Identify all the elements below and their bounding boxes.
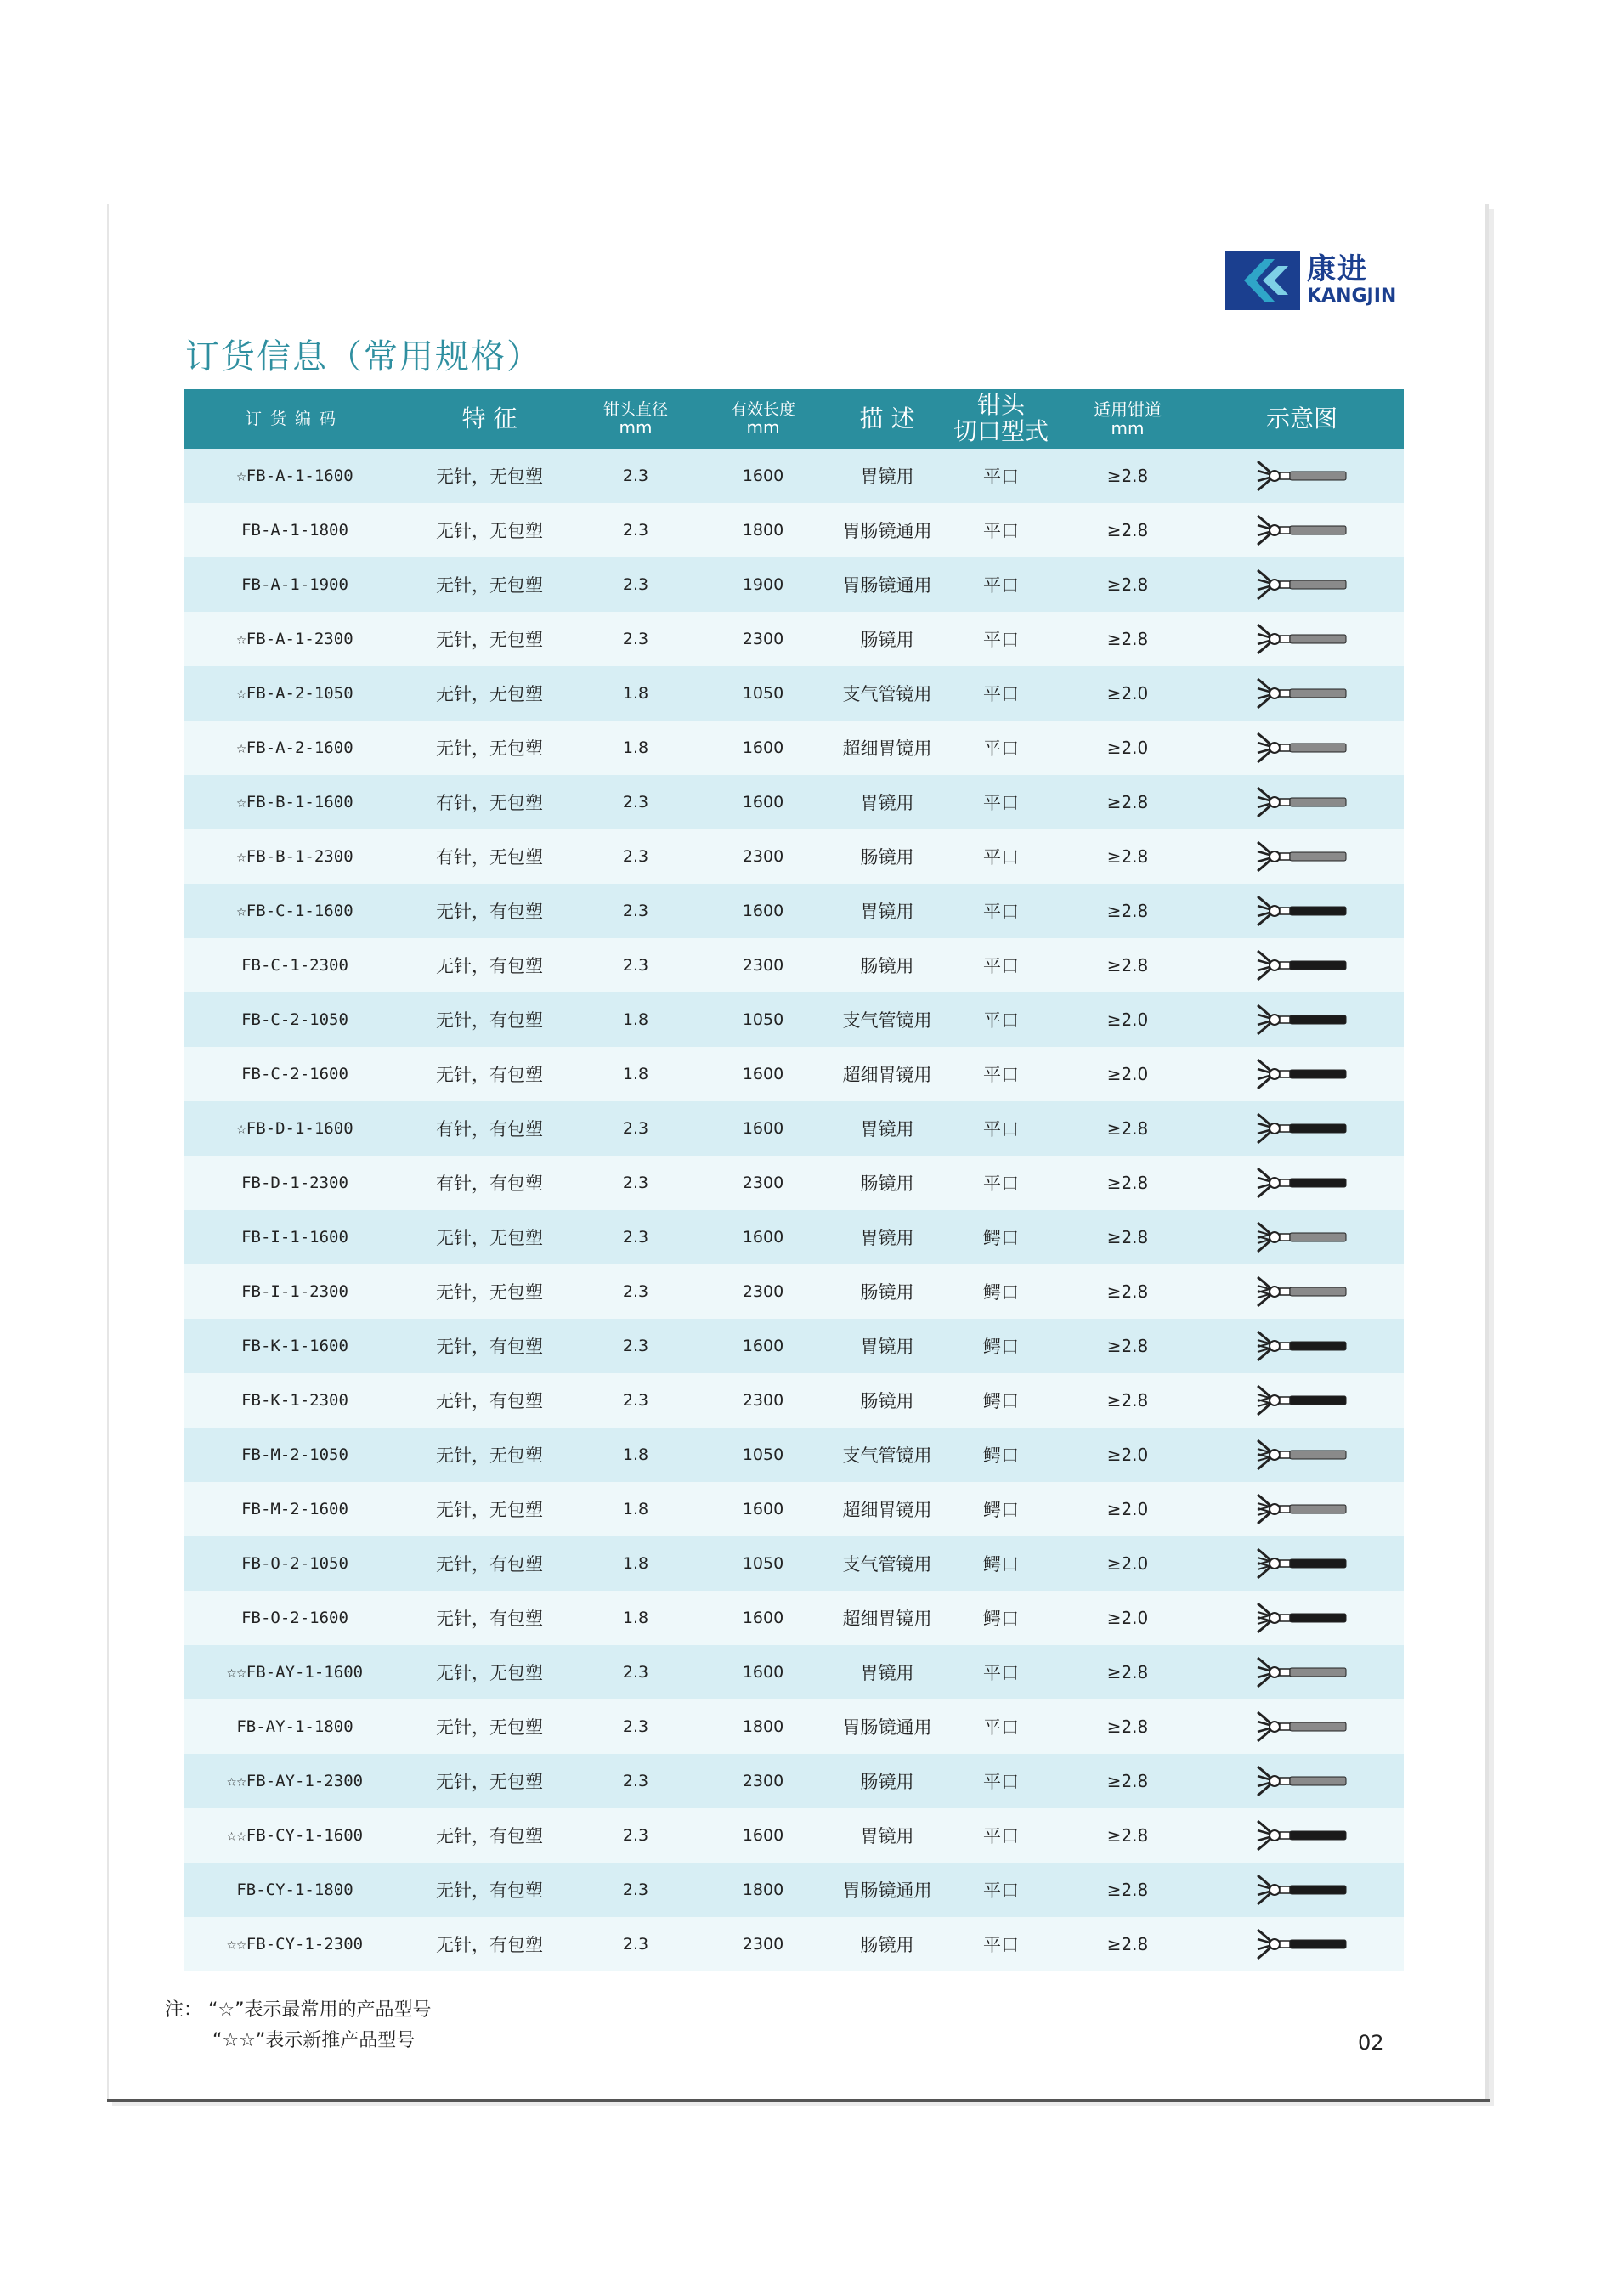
cell-desc: 肠镜用 [860, 1282, 914, 1303]
cell-cut: 平口 [983, 1119, 1019, 1140]
cell-length: 2300 [742, 1173, 784, 1192]
cell-code: FB-O-2-1050 [241, 1554, 348, 1573]
cell-cut: 平口 [983, 1065, 1019, 1085]
cell-desc: 支气管镜用 [842, 1554, 932, 1575]
cell-channel: ≥2.8 [1106, 792, 1149, 812]
cell-channel: ≥2.8 [1106, 1173, 1149, 1193]
cell-diameter: 1.8 [622, 1445, 649, 1464]
header-diameter-label: 钳头直径 [602, 399, 668, 419]
cell-length: 1800 [742, 1717, 784, 1736]
cell-cut: 平口 [983, 902, 1019, 922]
cell-cut: 鳄口 [983, 1391, 1019, 1411]
cell-length: 1600 [742, 902, 784, 920]
table-row [184, 666, 1404, 721]
cell-length: 2300 [742, 1772, 784, 1790]
cell-desc: 胃肠镜通用 [842, 1880, 932, 1901]
table-row [184, 1645, 1404, 1699]
cell-length: 2300 [742, 630, 784, 648]
cell-feature: 无针，无包塑 [436, 738, 543, 759]
cell-desc: 肠镜用 [860, 630, 914, 650]
cell-feature: 无针，无包塑 [436, 521, 543, 541]
cell-diameter: 2.3 [622, 1772, 649, 1790]
table-row [184, 1536, 1404, 1591]
cell-channel: ≥2.0 [1106, 738, 1149, 758]
cell-cut: 平口 [983, 1173, 1019, 1194]
cell-length: 1600 [742, 1228, 784, 1247]
cell-feature: 无针，无包塑 [436, 1500, 543, 1520]
cell-cut: 平口 [983, 1717, 1019, 1738]
cell-desc: 胃镜用 [860, 793, 914, 813]
cell-channel: ≥2.8 [1106, 1934, 1149, 1954]
cell-diameter: 2.3 [622, 521, 649, 540]
forceps-diagram-icon [1200, 619, 1404, 659]
header-figure: 示意图 [1265, 404, 1337, 433]
cell-diameter: 2.3 [622, 1663, 649, 1682]
table-row [184, 1319, 1404, 1373]
cell-diameter: 2.3 [622, 1119, 649, 1138]
cell-diameter: 2.3 [622, 1717, 649, 1736]
table-body [184, 449, 1404, 1971]
cell-channel: ≥2.8 [1106, 1390, 1149, 1411]
cell-desc: 支气管镜用 [842, 1010, 932, 1031]
cell-channel: ≥2.8 [1106, 1716, 1149, 1737]
brand-name-cn: 康进 [1307, 252, 1368, 286]
forceps-diagram-icon [1200, 1055, 1404, 1094]
forceps-diagram-icon [1200, 1870, 1404, 1909]
header-cut-line2: 切口型式 [953, 417, 1049, 445]
cell-code: FB-K-1-2300 [241, 1391, 348, 1410]
cell-cut: 平口 [983, 1772, 1019, 1792]
cell-channel: ≥2.8 [1106, 629, 1149, 649]
cell-cut: 鳄口 [983, 1500, 1019, 1520]
cell-length: 2300 [742, 1391, 784, 1410]
cell-channel: ≥2.8 [1106, 520, 1149, 540]
cell-cut: 平口 [983, 630, 1019, 650]
cell-length: 1600 [742, 1826, 784, 1845]
cell-code: ☆☆FB-AY-1-1600 [226, 1663, 364, 1682]
cell-feature: 无针，无包塑 [436, 684, 543, 704]
forceps-diagram-icon [1200, 1109, 1404, 1148]
cell-length: 1600 [742, 1663, 784, 1682]
header-code: 订货编码 [245, 409, 344, 428]
cell-length: 1900 [742, 575, 784, 594]
order-table [184, 389, 1404, 1971]
table-row [184, 829, 1404, 884]
cell-desc: 肠镜用 [860, 1391, 914, 1411]
forceps-diagram-icon [1200, 1925, 1404, 1964]
cell-feature: 无针，有包塑 [436, 1391, 543, 1411]
cell-code: FB-C-1-2300 [241, 956, 348, 975]
cell-length: 1600 [742, 1337, 784, 1355]
cell-code: ☆FB-B-1-1600 [236, 793, 353, 812]
cell-desc: 肠镜用 [860, 847, 914, 868]
cell-cut: 平口 [983, 1935, 1019, 1955]
cell-diameter: 1.8 [622, 738, 649, 757]
forceps-diagram-icon [1200, 1326, 1404, 1366]
header-length-label: 有效长度 [730, 399, 795, 419]
header-channel [1055, 400, 1200, 438]
cell-desc: 肠镜用 [860, 1772, 914, 1792]
cell-feature: 无针，有包塑 [436, 1337, 543, 1357]
cell-diameter: 2.3 [622, 1337, 649, 1355]
cell-length: 2300 [742, 956, 784, 975]
forceps-diagram-icon [1200, 1598, 1404, 1637]
brand-name-en: KANGJIN [1307, 286, 1397, 307]
cell-feature: 无针，有包塑 [436, 1010, 543, 1031]
header-length [698, 401, 828, 438]
cell-desc: 超细胃镜用 [842, 1609, 932, 1629]
table-row [184, 721, 1404, 775]
table-row [184, 775, 1404, 829]
cell-cut: 平口 [983, 956, 1019, 976]
cell-length: 1600 [742, 1500, 784, 1518]
forceps-diagram-icon [1200, 946, 1404, 985]
cell-feature: 无针，无包塑 [436, 1282, 543, 1303]
cell-diameter: 1.8 [622, 1500, 649, 1518]
cell-code: FB-K-1-1600 [241, 1337, 348, 1355]
table-row [184, 1156, 1404, 1210]
header-desc: 描 述 [859, 404, 915, 433]
cell-desc: 胃肠镜通用 [842, 521, 932, 541]
cell-desc: 胃镜用 [860, 902, 914, 922]
cell-feature: 无针，有包塑 [436, 1609, 543, 1629]
forceps-diagram-icon [1200, 456, 1404, 495]
cell-cut: 鳄口 [983, 1337, 1019, 1357]
cell-code: ☆FB-B-1-2300 [236, 847, 353, 866]
cell-code: ☆☆FB-AY-1-2300 [226, 1772, 364, 1790]
cell-cut: 鳄口 [983, 1609, 1019, 1629]
forceps-diagram-icon [1200, 1653, 1404, 1692]
cell-length: 1050 [742, 1445, 784, 1464]
forceps-diagram-icon [1200, 783, 1404, 822]
kangjin-logo-icon [1225, 251, 1300, 310]
table-row [184, 938, 1404, 992]
header-diameter-unit: mm [619, 417, 653, 438]
cell-cut: 鳄口 [983, 1554, 1019, 1575]
header-channel-label: 适用钳道 [1094, 399, 1162, 420]
cell-length: 1050 [742, 1554, 784, 1573]
cell-length: 1600 [742, 1119, 784, 1138]
cell-code: ☆☆FB-CY-1-2300 [226, 1935, 364, 1954]
page-edge-bottom [107, 2099, 1490, 2102]
table-row [184, 557, 1404, 612]
section-title: 订货信息（常用规格） [185, 337, 542, 376]
cell-feature: 无针，无包塑 [436, 1717, 543, 1738]
cell-code: FB-M-2-1600 [241, 1500, 348, 1518]
forceps-diagram-icon [1200, 1272, 1404, 1311]
cell-desc: 胃镜用 [860, 467, 914, 487]
cell-feature: 无针，有包塑 [436, 1880, 543, 1901]
cell-feature: 无针，有包塑 [436, 1065, 543, 1085]
cell-diameter: 2.3 [622, 1935, 649, 1954]
cell-code: ☆FB-A-1-1600 [236, 467, 353, 485]
cell-feature: 无针，有包塑 [436, 956, 543, 976]
cell-cut: 鳄口 [983, 1228, 1019, 1248]
page-number: 02 [1358, 2031, 1384, 2055]
cell-feature: 无针，无包塑 [436, 630, 543, 650]
cell-feature: 有针，有包塑 [436, 1119, 543, 1140]
cell-channel: ≥2.8 [1106, 1118, 1149, 1139]
cell-cut: 平口 [983, 467, 1019, 487]
notes-line2: “☆☆”表示新推产品型号 [212, 2030, 416, 2051]
cell-channel: ≥2.8 [1106, 1880, 1149, 1900]
cell-diameter: 2.3 [622, 467, 649, 485]
cell-desc: 支气管镜用 [842, 684, 932, 704]
table-header [184, 389, 1404, 449]
cell-length: 1600 [742, 793, 784, 812]
cell-diameter: 2.3 [622, 1391, 649, 1410]
cell-diameter: 1.8 [622, 1609, 649, 1627]
header-cut-line1: 钳头 [976, 391, 1025, 420]
cell-channel: ≥2.8 [1106, 574, 1149, 595]
notes-prefix: 注： [165, 1999, 203, 2021]
header-diameter [573, 401, 698, 438]
cell-cut: 平口 [983, 1880, 1019, 1901]
cell-code: ☆FB-C-1-1600 [236, 902, 353, 920]
cell-feature: 无针，无包塑 [436, 1228, 543, 1248]
brand-logo [1225, 246, 1422, 314]
table-row [184, 503, 1404, 557]
cell-channel: ≥2.0 [1106, 1064, 1149, 1084]
cell-channel: ≥2.8 [1106, 1227, 1149, 1247]
cell-cut: 平口 [983, 684, 1019, 704]
table-row [184, 1917, 1404, 1971]
cell-channel: ≥2.8 [1106, 1662, 1149, 1682]
forceps-diagram-icon [1200, 1707, 1404, 1746]
table-row [184, 1373, 1404, 1428]
table-row [184, 1699, 1404, 1754]
cell-code: FB-A-1-1900 [241, 575, 348, 594]
cell-desc: 胃镜用 [860, 1337, 914, 1357]
cell-code: FB-M-2-1050 [241, 1445, 348, 1464]
header-feature: 特 征 [461, 404, 517, 433]
cell-diameter: 2.3 [622, 956, 649, 975]
cell-code: FB-CY-1-1800 [236, 1880, 353, 1899]
cell-diameter: 2.3 [622, 847, 649, 866]
table-row [184, 449, 1404, 503]
cell-channel: ≥2.0 [1106, 1009, 1149, 1030]
page-edge-right [1485, 204, 1489, 2101]
table-row [184, 1808, 1404, 1863]
cell-feature: 有针，有包塑 [436, 1173, 543, 1194]
cell-desc: 胃镜用 [860, 1228, 914, 1248]
cell-channel: ≥2.0 [1106, 1445, 1149, 1465]
cell-code: FB-I-1-2300 [241, 1282, 348, 1301]
forceps-diagram-icon [1200, 511, 1404, 550]
cell-cut: 平口 [983, 1010, 1019, 1031]
table-row [184, 612, 1404, 666]
cell-channel: ≥2.8 [1106, 1336, 1149, 1356]
cell-length: 1600 [742, 467, 784, 485]
cell-feature: 有针，无包塑 [436, 793, 543, 813]
cell-desc: 超细胃镜用 [842, 738, 932, 759]
cell-length: 1050 [742, 684, 784, 703]
notes-line1: “☆”表示最常用的产品型号 [208, 1999, 432, 2021]
cell-feature: 无针，有包塑 [436, 1826, 543, 1846]
cell-length: 1600 [742, 1065, 784, 1083]
forceps-diagram-icon [1200, 674, 1404, 713]
cell-diameter: 2.3 [622, 1282, 649, 1301]
header-cut [947, 393, 1055, 445]
cell-channel: ≥2.8 [1106, 955, 1149, 976]
cell-cut: 鳄口 [983, 1282, 1019, 1303]
cell-diameter: 2.3 [622, 1228, 649, 1247]
cell-feature: 无针，有包塑 [436, 1554, 543, 1575]
cell-channel: ≥2.8 [1106, 1281, 1149, 1302]
cell-feature: 无针，无包塑 [436, 1445, 543, 1466]
cell-code: FB-C-2-1600 [241, 1065, 348, 1083]
cell-cut: 平口 [983, 575, 1019, 596]
cell-channel: ≥2.8 [1106, 846, 1149, 867]
table-row [184, 1863, 1404, 1917]
cell-code: ☆FB-A-2-1050 [236, 684, 353, 703]
cell-channel: ≥2.8 [1106, 466, 1149, 486]
cell-desc: 超细胃镜用 [842, 1065, 932, 1085]
cell-desc: 肠镜用 [860, 1173, 914, 1194]
cell-code: FB-D-1-2300 [241, 1173, 348, 1192]
cell-diameter: 1.8 [622, 1065, 649, 1083]
table-row [184, 1754, 1404, 1808]
table-row [184, 1264, 1404, 1319]
table-row [184, 1591, 1404, 1645]
cell-length: 2300 [742, 1282, 784, 1301]
cell-channel: ≥2.8 [1106, 901, 1149, 921]
forceps-diagram-icon [1200, 1762, 1404, 1801]
cell-cut: 平口 [983, 1826, 1019, 1846]
cell-channel: ≥2.0 [1106, 1553, 1149, 1574]
forceps-diagram-icon [1200, 1490, 1404, 1529]
forceps-diagram-icon [1200, 1218, 1404, 1257]
cell-length: 1600 [742, 738, 784, 757]
cell-code: FB-C-2-1050 [241, 1010, 348, 1029]
cell-desc: 胃镜用 [860, 1119, 914, 1140]
cell-channel: ≥2.8 [1106, 1771, 1149, 1791]
forceps-diagram-icon [1200, 1544, 1404, 1583]
cell-diameter: 1.8 [622, 684, 649, 703]
cell-feature: 无针，有包塑 [436, 1935, 543, 1955]
header-channel-unit: mm [1111, 418, 1145, 438]
cell-channel: ≥2.0 [1106, 1499, 1149, 1519]
cell-code: ☆☆FB-CY-1-1600 [226, 1826, 364, 1845]
cell-desc: 支气管镜用 [842, 1445, 932, 1466]
cell-feature: 无针，无包塑 [436, 1663, 543, 1683]
cell-diameter: 2.3 [622, 1880, 649, 1899]
cell-diameter: 1.8 [622, 1554, 649, 1573]
cell-channel: ≥2.8 [1106, 1825, 1149, 1846]
forceps-diagram-icon [1200, 1000, 1404, 1039]
cell-diameter: 1.8 [622, 1010, 649, 1029]
table-row [184, 1047, 1404, 1101]
cell-desc: 胃肠镜通用 [842, 575, 932, 596]
cell-length: 2300 [742, 1935, 784, 1954]
cell-code: FB-I-1-1600 [241, 1228, 348, 1247]
cell-feature: 无针，无包塑 [436, 1772, 543, 1792]
table-row [184, 1101, 1404, 1156]
cell-cut: 平口 [983, 521, 1019, 541]
forceps-diagram-icon [1200, 1163, 1404, 1202]
cell-diameter: 2.3 [622, 793, 649, 812]
cell-length: 2300 [742, 847, 784, 866]
cell-code: ☆FB-A-2-1600 [236, 738, 353, 757]
cell-code: FB-AY-1-1800 [236, 1717, 353, 1736]
cell-diameter: 2.3 [622, 1826, 649, 1845]
notes [165, 1995, 432, 2056]
cell-feature: 无针，无包塑 [436, 467, 543, 487]
forceps-diagram-icon [1200, 1435, 1404, 1474]
table-row [184, 992, 1404, 1047]
cell-cut: 平口 [983, 793, 1019, 813]
cell-cut: 鳄口 [983, 1445, 1019, 1466]
forceps-diagram-icon [1200, 1381, 1404, 1420]
cell-cut: 平口 [983, 1663, 1019, 1683]
cell-channel: ≥2.0 [1106, 683, 1149, 704]
cell-code: ☆FB-A-1-2300 [236, 630, 353, 648]
cell-code: FB-A-1-1800 [241, 521, 348, 540]
cell-code: FB-O-2-1600 [241, 1609, 348, 1627]
cell-desc: 胃镜用 [860, 1663, 914, 1683]
cell-feature: 无针，有包塑 [436, 902, 543, 922]
forceps-diagram-icon [1200, 1816, 1404, 1855]
table-row [184, 1482, 1404, 1536]
table-row [184, 884, 1404, 938]
cell-length: 1800 [742, 521, 784, 540]
cell-length: 1050 [742, 1010, 784, 1029]
cell-feature: 有针，无包塑 [436, 847, 543, 868]
cell-diameter: 2.3 [622, 902, 649, 920]
cell-length: 1600 [742, 1609, 784, 1627]
forceps-diagram-icon [1200, 837, 1404, 876]
cell-desc: 胃肠镜通用 [842, 1717, 932, 1738]
cell-desc: 肠镜用 [860, 1935, 914, 1955]
cell-desc: 肠镜用 [860, 956, 914, 976]
table-row [184, 1428, 1404, 1482]
cell-length: 1800 [742, 1880, 784, 1899]
cell-channel: ≥2.0 [1106, 1608, 1149, 1628]
cell-cut: 平口 [983, 738, 1019, 759]
forceps-diagram-icon [1200, 565, 1404, 604]
cell-diameter: 2.3 [622, 630, 649, 648]
cell-desc: 超细胃镜用 [842, 1500, 932, 1520]
cell-diameter: 2.3 [622, 575, 649, 594]
cell-code: ☆FB-D-1-1600 [236, 1119, 353, 1138]
cell-feature: 无针，无包塑 [436, 575, 543, 596]
cell-cut: 平口 [983, 847, 1019, 868]
cell-desc: 胃镜用 [860, 1826, 914, 1846]
cell-diameter: 2.3 [622, 1173, 649, 1192]
header-length-unit: mm [746, 417, 780, 438]
forceps-diagram-icon [1200, 728, 1404, 767]
forceps-diagram-icon [1200, 891, 1404, 930]
table-row [184, 1210, 1404, 1264]
